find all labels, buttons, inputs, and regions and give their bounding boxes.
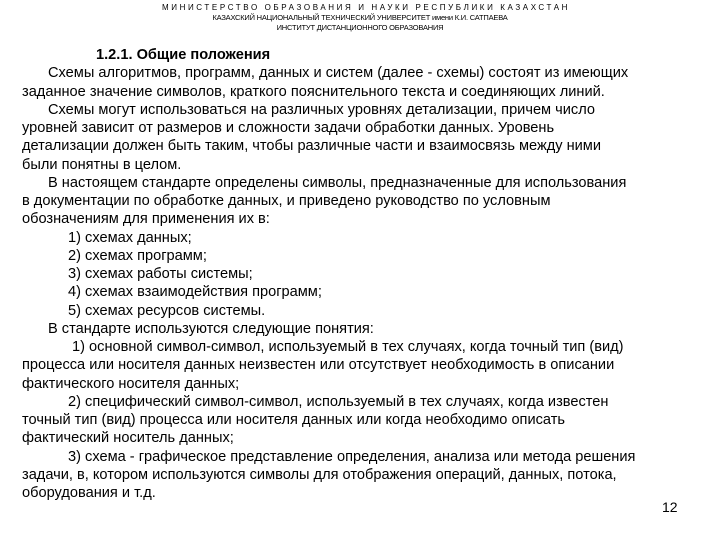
university-name: КАЗАХСКИЙ НАЦИОНАЛЬНЫЙ ТЕХНИЧЕСКИЙ УНИВЕРСИТЕТ имени К.И. САТПАЕВА bbox=[212, 13, 508, 22]
text-line: в документации по обработке данных, и приведено руководство по условным bbox=[22, 193, 551, 209]
text-line: фактического носителя данных; bbox=[22, 375, 240, 392]
text-line: заданное значение символов, краткого пояснительного текста и соединяющих линий. bbox=[22, 83, 605, 100]
text-line: 2) специфический символ-символ, используемый в тех случаях, когда известен bbox=[68, 393, 609, 410]
text-line: фактический носитель данных; bbox=[22, 430, 234, 447]
page-number: 12 bbox=[662, 499, 678, 515]
text-line: обозначениям для применения их в: bbox=[22, 211, 270, 228]
document-header bbox=[0, 2, 720, 33]
text-line: Схемы могут использоваться на различных уровнях детализации, причем число bbox=[48, 101, 595, 118]
text-line: детализации должен быть таким, чтобы различные части и взаимосвязь между ними bbox=[22, 138, 601, 155]
document-body bbox=[22, 46, 702, 502]
institute-name: ИНСТИТУТ ДИСТАНЦИОННОГО ОБРАЗОВАНИЯ bbox=[276, 23, 444, 32]
text-line: 3) схема - графическое представление определения, анализа или метода решения bbox=[68, 448, 636, 465]
text-line: 1) основной символ-символ, используемый в тех случаях, когда точный тип (вид) bbox=[72, 339, 624, 355]
list-item: 4) схемах взаимодействия программ; bbox=[68, 284, 322, 301]
text-line: были понятны в целом. bbox=[22, 156, 182, 173]
list-item: 5) схемах ресурсов системы. bbox=[68, 302, 266, 319]
section-title: 1.2.1. Общие положения bbox=[96, 47, 271, 63]
text-line: оборудования и т.д. bbox=[22, 485, 156, 501]
text-line: Схемы алгоритмов, программ, данных и систем (далее - схемы) состоят из имеющих bbox=[48, 65, 629, 82]
ministry-name: МИНИСТЕРСТВО ОБРАЗОВАНИЯ И НАУКИ РЕСПУБЛИКИ КАЗАХСТАН bbox=[161, 3, 571, 12]
text-line: уровней зависит от размеров и сложности задачи обработки данных. Уровень bbox=[22, 120, 555, 136]
text-line: В настоящем стандарте определены символы, предназначенные для использования bbox=[48, 174, 627, 191]
list-item: 2) схемах программ; bbox=[68, 247, 207, 264]
list-item: 1) схемах данных; bbox=[68, 229, 192, 246]
text-line: задачи, в, котором используются символы для отображения операций, данных, потока, bbox=[22, 466, 617, 483]
text-line: В стандарте используются следующие понятия: bbox=[48, 320, 374, 337]
list-item: 3) схемах работы системы; bbox=[68, 266, 253, 282]
text-line: процесса или носителя данных неизвестен или отсутствует необходимость в описании bbox=[22, 357, 615, 374]
text-line: точный тип (вид) процесса или носителя данных или когда необходимо описать bbox=[22, 412, 565, 428]
